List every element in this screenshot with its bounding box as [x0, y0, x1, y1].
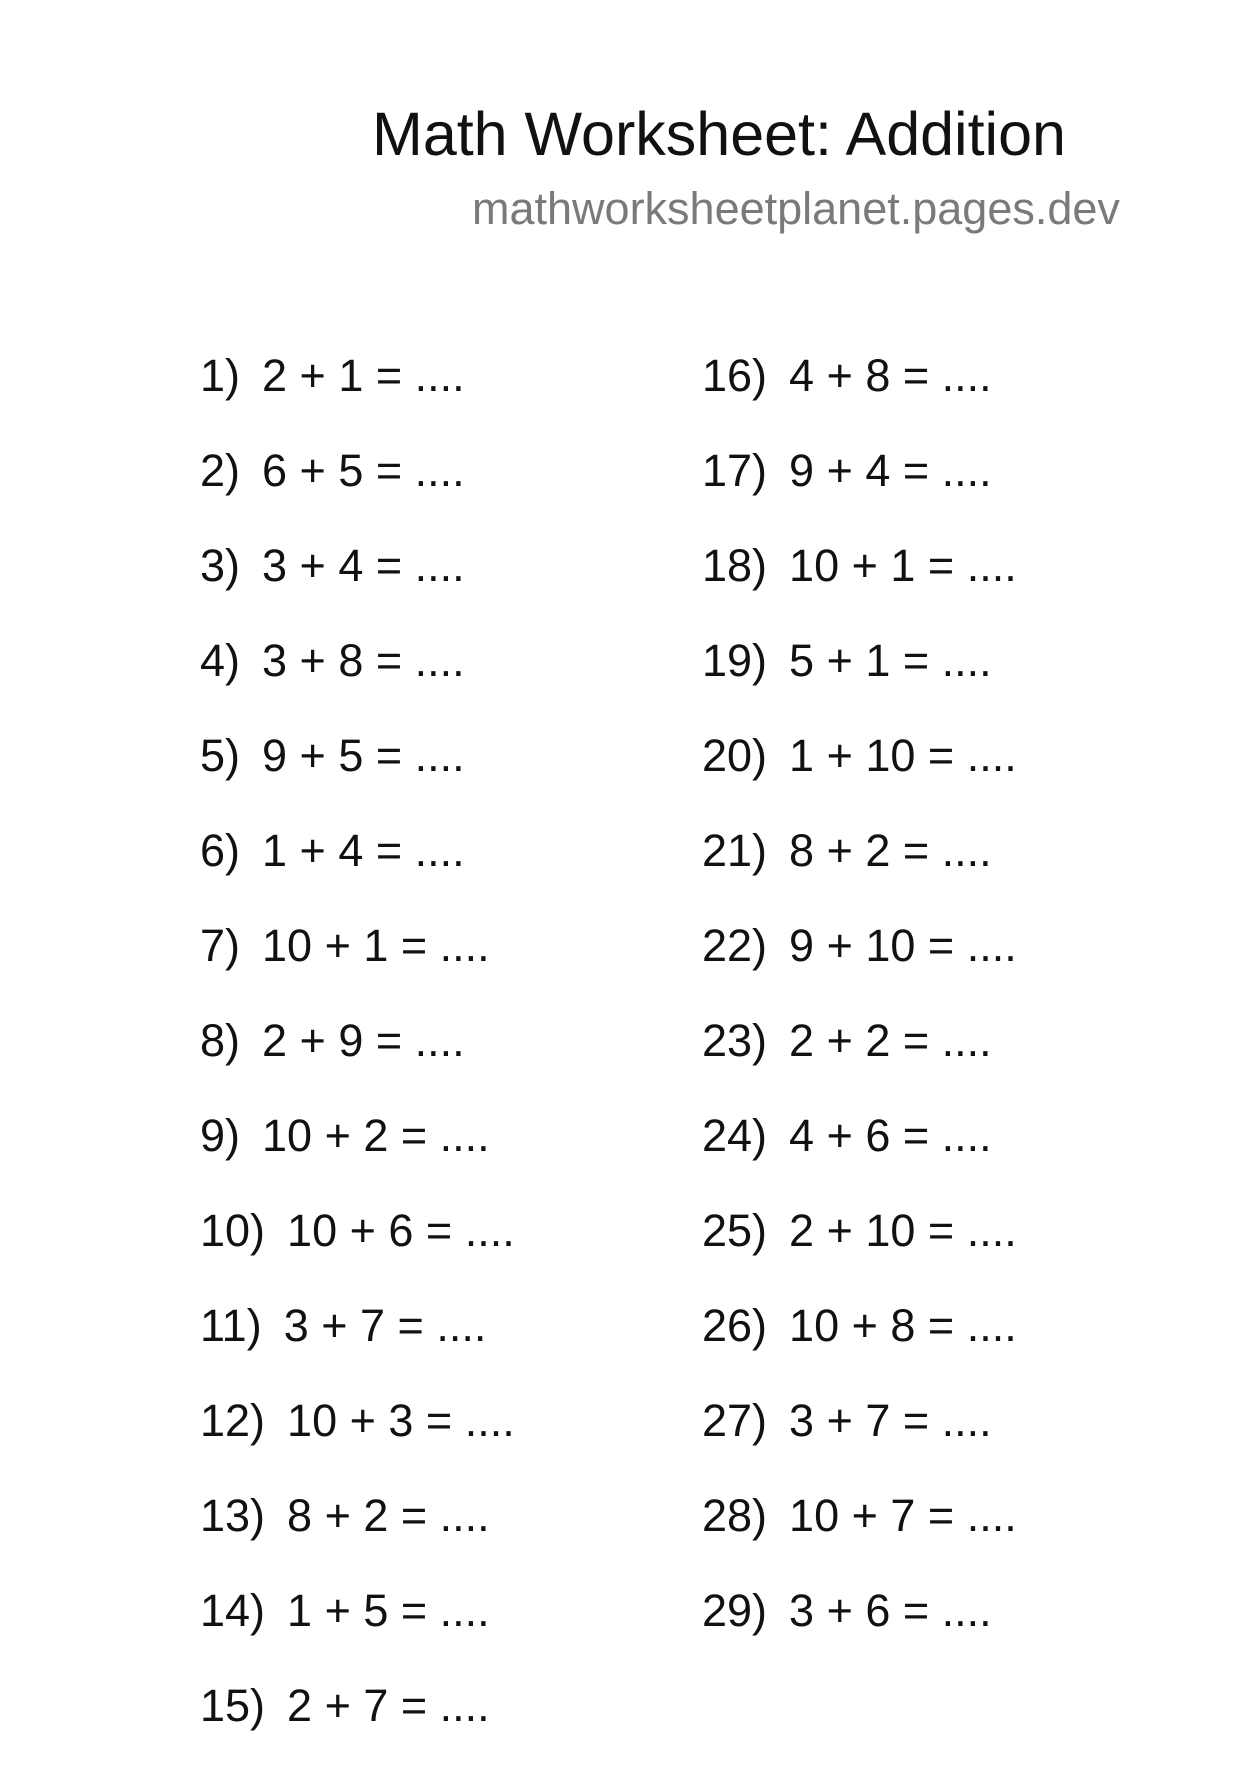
problem-number: 27) [702, 1395, 768, 1446]
problem-expression: 3 + 8 = .... [262, 635, 465, 686]
problem-item [702, 538, 1017, 633]
problem-item [200, 443, 515, 538]
problem-number: 22) [702, 920, 768, 971]
problem-number: 14) [200, 1585, 266, 1636]
problem-expression: 10 + 7 = .... [789, 1490, 1017, 1541]
problem-expression: 1 + 4 = .... [262, 825, 465, 876]
problem-item [702, 1583, 1017, 1678]
problem-number: 16) [702, 350, 768, 401]
problem-expression: 2 + 10 = .... [789, 1205, 1017, 1256]
problem-item [702, 633, 1017, 728]
problem-expression: 9 + 4 = .... [789, 445, 992, 496]
problem-number: 28) [702, 1490, 768, 1541]
problem-item [200, 728, 515, 823]
problem-item [200, 1488, 515, 1583]
problem-number: 10) [200, 1205, 266, 1256]
problem-expression: 8 + 2 = .... [287, 1490, 490, 1541]
problem-expression: 4 + 8 = .... [789, 350, 992, 401]
problem-item [702, 348, 1017, 443]
problem-number: 19) [702, 635, 768, 686]
problem-number: 6) [200, 825, 241, 876]
problem-number: 17) [702, 445, 768, 496]
problem-expression: 2 + 2 = .... [789, 1015, 992, 1066]
problem-number: 20) [702, 730, 768, 781]
problem-number: 3) [200, 540, 241, 591]
problem-number: 11) [200, 1300, 262, 1351]
problem-expression: 10 + 6 = .... [287, 1205, 515, 1256]
problem-item [200, 918, 515, 1013]
problem-expression: 2 + 1 = .... [262, 350, 465, 401]
problem-item [702, 1013, 1017, 1108]
problem-item [200, 1203, 515, 1298]
problem-number: 26) [702, 1300, 768, 1351]
problem-item [702, 1393, 1017, 1488]
problem-number: 5) [200, 730, 241, 781]
problem-expression: 3 + 7 = .... [283, 1300, 487, 1351]
problem-number: 12) [200, 1395, 266, 1446]
problem-item [200, 1013, 515, 1108]
problem-expression: 2 + 7 = .... [287, 1680, 490, 1731]
problem-expression: 6 + 5 = .... [262, 445, 465, 496]
problem-item [702, 443, 1017, 538]
problem-number: 23) [702, 1015, 768, 1066]
problem-expression: 9 + 5 = .... [262, 730, 465, 781]
problem-item [702, 918, 1017, 1013]
problem-number: 13) [200, 1490, 266, 1541]
problem-expression: 1 + 10 = .... [789, 730, 1017, 781]
problem-expression: 10 + 1 = .... [262, 920, 490, 971]
problem-item [702, 1488, 1017, 1583]
problem-item [702, 728, 1017, 823]
problem-number: 4) [200, 635, 241, 686]
problem-number: 8) [200, 1015, 241, 1066]
problem-item [702, 823, 1017, 918]
problem-number: 7) [200, 920, 241, 971]
problem-expression: 8 + 2 = .... [789, 825, 992, 876]
problem-item [200, 1583, 515, 1678]
website-link[interactable]: mathworksheetplanet.pages.dev [472, 183, 1120, 234]
problem-number: 18) [702, 540, 768, 591]
problem-expression: 3 + 6 = .... [789, 1585, 992, 1636]
problem-number: 21) [702, 825, 768, 876]
problem-item [200, 1393, 515, 1488]
problem-item [702, 1203, 1017, 1298]
problem-list-right [702, 348, 1017, 1678]
problem-number: 2) [200, 445, 241, 496]
problem-expression: 10 + 8 = .... [789, 1300, 1017, 1351]
problem-item [200, 538, 515, 633]
problem-item [200, 1108, 515, 1203]
problem-expression: 3 + 4 = .... [262, 540, 465, 591]
problem-expression: 2 + 9 = .... [262, 1015, 465, 1066]
problem-item [702, 1298, 1017, 1393]
problem-item [702, 1108, 1017, 1203]
problem-number: 24) [702, 1110, 768, 1161]
problem-expression: 4 + 6 = .... [789, 1110, 992, 1161]
problem-number: 29) [702, 1585, 768, 1636]
problem-number: 15) [200, 1680, 266, 1731]
problem-list-left [200, 348, 515, 1773]
problem-expression: 5 + 1 = .... [789, 635, 992, 686]
problem-number: 1) [200, 350, 241, 401]
problem-expression: 3 + 7 = .... [789, 1395, 992, 1446]
worksheet-title: Math Worksheet: Addition [372, 100, 1066, 168]
problem-expression: 9 + 10 = .... [789, 920, 1017, 971]
problem-expression: 10 + 2 = .... [262, 1110, 490, 1161]
problem-item [200, 633, 515, 728]
problem-item [200, 823, 515, 918]
problem-number: 9) [200, 1110, 241, 1161]
problem-item [200, 1298, 515, 1393]
problem-expression: 10 + 1 = .... [789, 540, 1017, 591]
problem-expression: 10 + 3 = .... [287, 1395, 515, 1446]
problem-number: 25) [702, 1205, 768, 1256]
problem-expression: 1 + 5 = .... [287, 1585, 490, 1636]
problem-item [200, 348, 515, 443]
problem-item [200, 1678, 515, 1773]
